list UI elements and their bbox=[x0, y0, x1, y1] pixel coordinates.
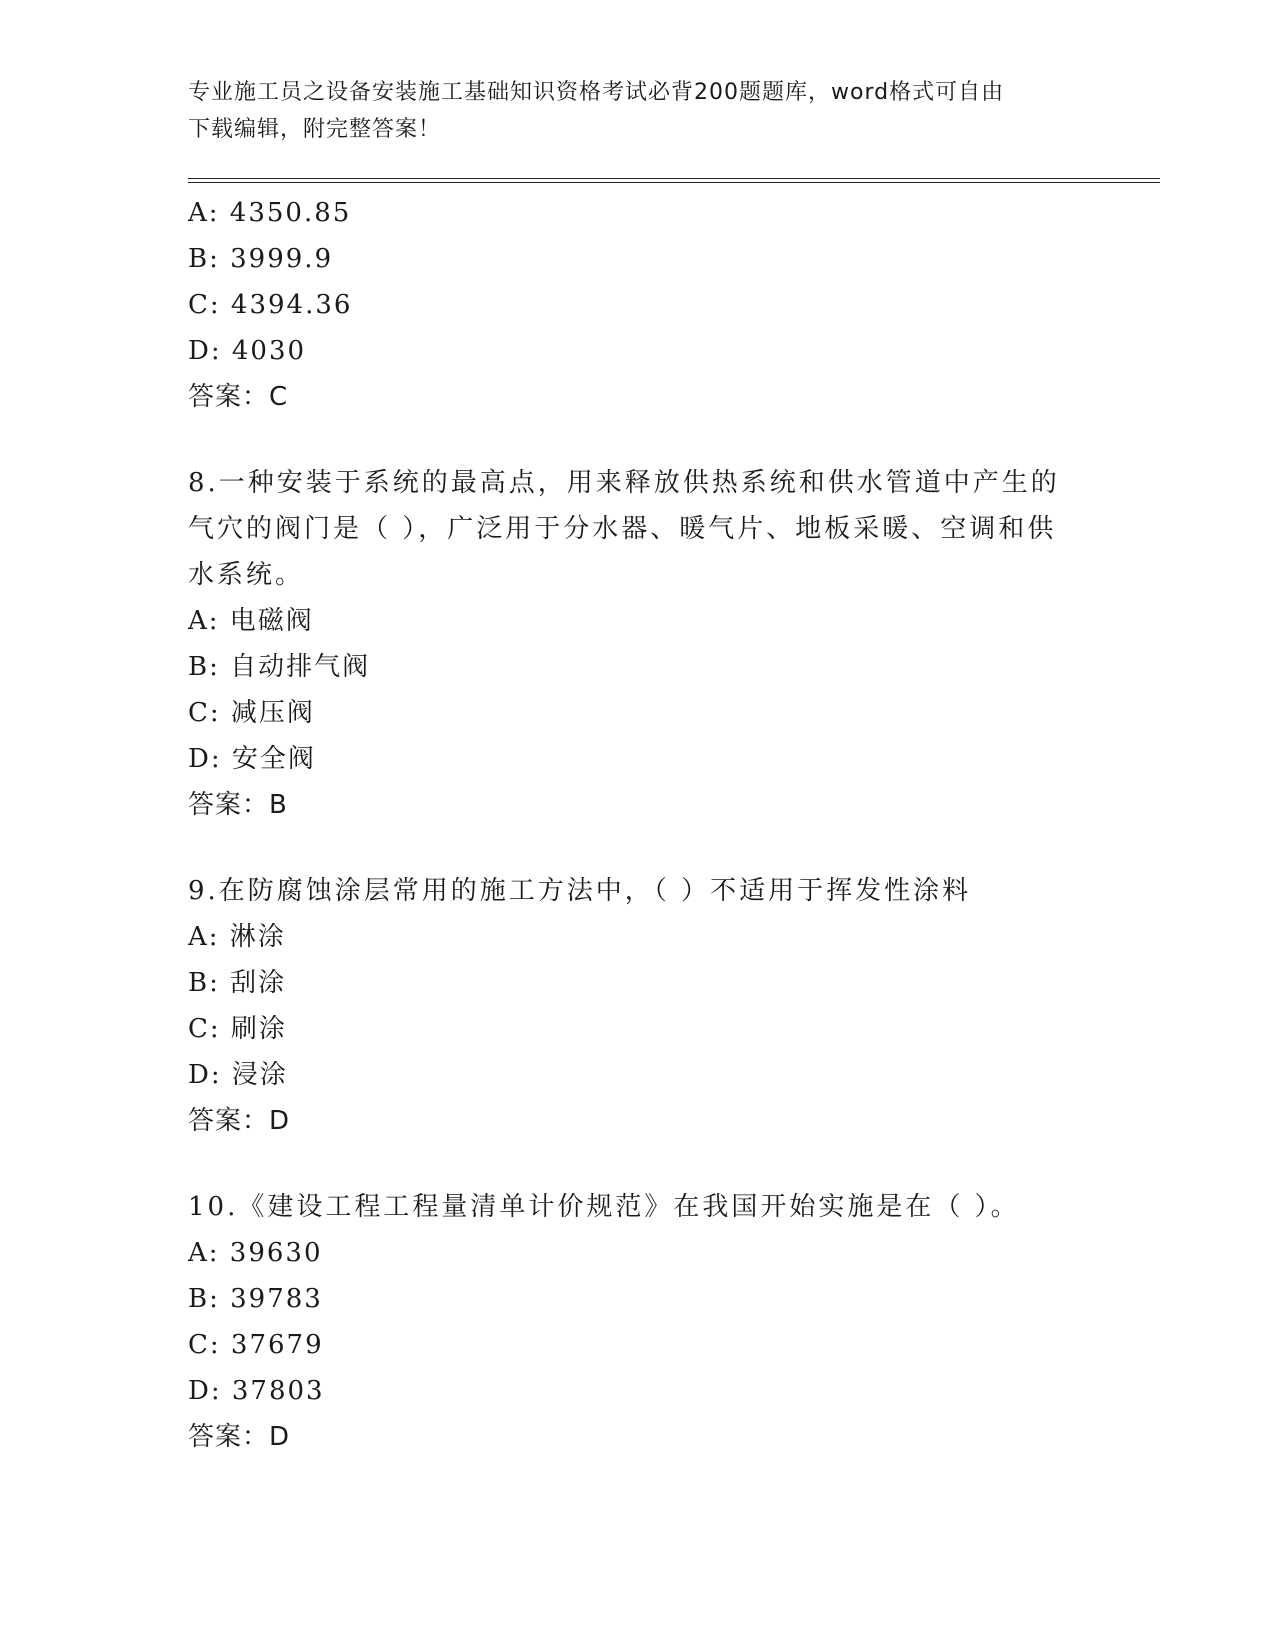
option-b: B: 刮涂 bbox=[188, 968, 287, 998]
document-header bbox=[188, 74, 1088, 148]
answer-label: 答案：D bbox=[188, 1422, 291, 1452]
option-a: A: 电磁阀 bbox=[188, 606, 314, 636]
answer-label: 答案：C bbox=[188, 382, 289, 412]
answer-label: 答案：D bbox=[188, 1106, 291, 1136]
header-divider-thin bbox=[188, 182, 1160, 183]
option-d: D: 37803 bbox=[188, 1376, 325, 1406]
option-a: A: 4350.85 bbox=[188, 198, 352, 228]
question-block-7 bbox=[188, 190, 1088, 420]
option-c: C: 4394.36 bbox=[188, 290, 353, 320]
question-list bbox=[188, 190, 1088, 1460]
answer-label: 答案：B bbox=[188, 790, 288, 820]
option-d: D: 4030 bbox=[188, 336, 307, 366]
question-text-line: 10.《建设工程工程量清单计价规范》在我国开始实施是在（ ）。 bbox=[188, 1192, 1020, 1222]
question-block-10 bbox=[188, 1184, 1088, 1460]
option-b: B: 39783 bbox=[188, 1284, 323, 1314]
question-text-line: 气穴的阀门是（ ），广泛用于分水器、暖气片、地板采暖、空调和供 bbox=[188, 514, 1057, 544]
option-d: D: 安全阀 bbox=[188, 744, 316, 774]
header-line-1: 专业施工员之设备安装施工基础知识资格考试必背200题题库，word格式可自由 bbox=[188, 80, 1005, 105]
question-text-line: 水系统。 bbox=[188, 560, 305, 590]
option-b: B: 自动排气阀 bbox=[188, 652, 371, 682]
header-line-2: 下载编辑，附完整答案！ bbox=[188, 117, 442, 142]
spacer bbox=[188, 420, 1088, 460]
header-divider-thick bbox=[188, 178, 1160, 179]
option-c: C: 刷涂 bbox=[188, 1014, 287, 1044]
question-text-line: 8.一种安装于系统的最高点，用来释放供热系统和供水管道中产生的 bbox=[188, 468, 1060, 498]
option-d: D: 浸涂 bbox=[188, 1060, 288, 1090]
question-block-8 bbox=[188, 460, 1088, 828]
question-text-line: 9.在防腐蚀涂层常用的施工方法中，（ ）不适用于挥发性涂料 bbox=[188, 876, 972, 906]
option-c: C: 减压阀 bbox=[188, 698, 315, 728]
option-a: A: 39630 bbox=[188, 1238, 323, 1268]
option-b: B: 3999.9 bbox=[188, 244, 334, 274]
spacer bbox=[188, 828, 1088, 868]
option-c: C: 37679 bbox=[188, 1330, 324, 1360]
question-block-9 bbox=[188, 868, 1088, 1144]
spacer bbox=[188, 1144, 1088, 1184]
option-a: A: 淋涂 bbox=[188, 922, 286, 952]
